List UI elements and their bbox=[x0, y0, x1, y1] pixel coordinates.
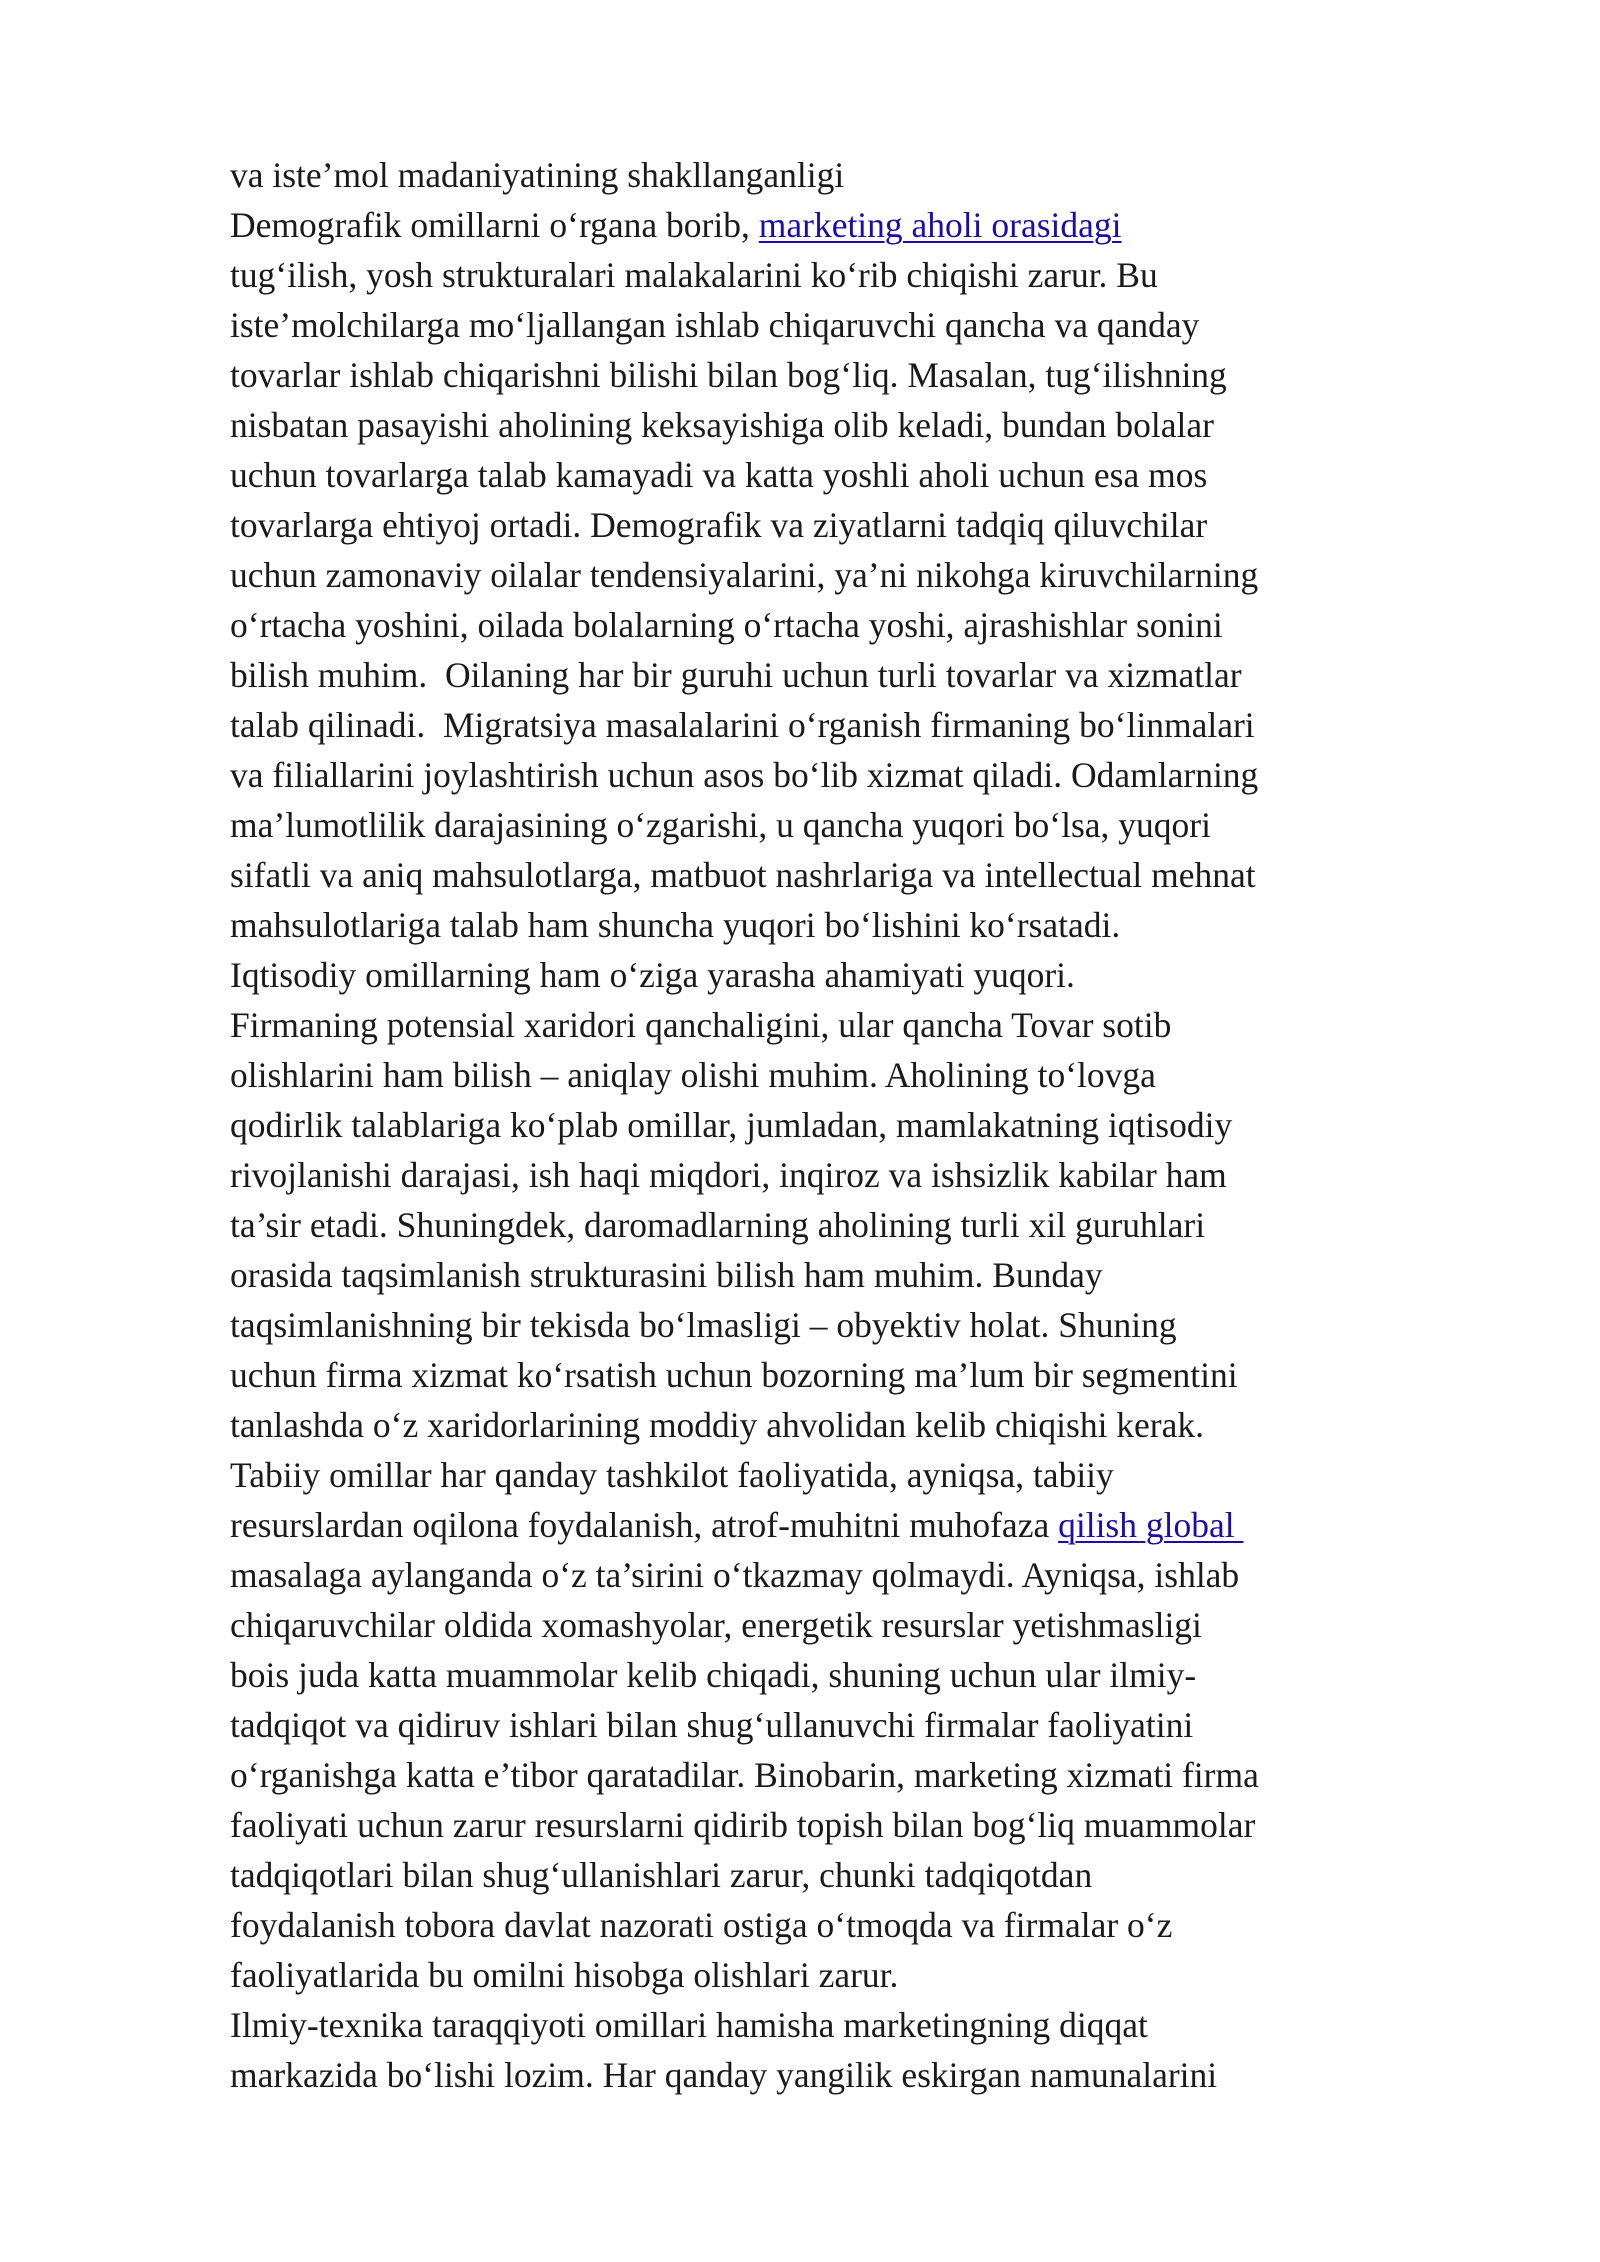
marketing-aholi-orasidagi-link[interactable]: marketing aholi orasidagi bbox=[758, 205, 1122, 245]
text-line: Firmaning potensial xaridori qanchaligini, ular qancha Tovar sotib bbox=[230, 1005, 1172, 1045]
text-line: tanlashda o‘z xaridorlarining moddiy ahvolidan kelib chiqishi kerak. bbox=[230, 1405, 1205, 1445]
text-line-with-link bbox=[230, 200, 1410, 250]
text-line: qodirlik talablariga ko‘plab omillar, jumladan, mamlakatning iqtisodiy bbox=[230, 1105, 1233, 1145]
text-line: sifatli va aniq mahsulotlarga, matbuot nashrlariga va intellectual mehnat bbox=[230, 855, 1256, 895]
text-line: tug‘ilish, yosh strukturalari malakalarini ko‘rib chiqishi zarur. Bu bbox=[230, 255, 1158, 295]
text-line: Tabiiy omillar har qanday tashkilot faoliyatida, ayniqsa, tabiiy bbox=[230, 1455, 1114, 1495]
text-line: o‘rganishga katta e’tibor qaratadilar. Binobarin, marketing xizmati firma bbox=[230, 1755, 1259, 1795]
text-line: uchun tovarlarga talab kamayadi va katta yoshli aholi uchun esa mos bbox=[230, 455, 1208, 495]
text-line: bois juda katta muammolar kelib chiqadi, shuning uchun ular ilmiy- bbox=[230, 1655, 1197, 1695]
text-line: nisbatan pasayishi aholining keksayishiga olib keladi, bundan bolalar bbox=[230, 405, 1214, 445]
text-line: ta’sir etadi. Shuningdek, daromadlarning aholining turli xil guruhlari bbox=[230, 1205, 1206, 1245]
text-line: va iste’mol madaniyatining shakllanganligi bbox=[230, 155, 845, 195]
text-line: rivojlanishi darajasi, ish haqi miqdori, inqiroz va ishsizlik kabilar ham bbox=[230, 1155, 1227, 1195]
text-line: tovarlar ishlab chiqarishni bilishi bilan bog‘liq. Masalan, tug‘ilishning bbox=[230, 355, 1227, 395]
text-line: tadqiqot va qidiruv ishlari bilan shug‘ullanuvchi firmalar faoliyatini bbox=[230, 1705, 1194, 1745]
text-line: o‘rtacha yoshini, oilada bolalarning o‘rtacha yoshi, ajrashishlar sonini bbox=[230, 605, 1223, 645]
qilish-global-link[interactable]: qilish global bbox=[1058, 1505, 1244, 1545]
text-line: faoliyati uchun zarur resurslarni qidirib topish bilan bog‘liq muammolar bbox=[230, 1805, 1256, 1845]
text-line: chiqaruvchilar oldida xomashyolar, energetik resurslar yetishmasligi bbox=[230, 1605, 1202, 1645]
text-line: Ilmiy-texnika taraqqiyoti omillari hamisha marketingning diqqat bbox=[230, 2005, 1148, 2045]
text-line: Iqtisodiy omillarning ham o‘ziga yarasha ahamiyati yuqori. bbox=[230, 955, 1075, 995]
text-line: foydalanish tobora davlat nazorati ostiga o‘tmoqda va firmalar o‘z bbox=[230, 1905, 1173, 1945]
line-text-before-link: Demografik omillarni o‘rgana borib, bbox=[230, 205, 759, 245]
text-line: taqsimlanishning bir tekisda bo‘lmasligi – obyektiv holat. Shuning bbox=[230, 1305, 1177, 1345]
text-line: mahsulotlariga talab ham shuncha yuqori bo‘lishini ko‘rsatadi. bbox=[230, 905, 1121, 945]
text-line: bilish muhim. Oilaning har bir guruhi uchun turli tovarlar va xizmatlar bbox=[230, 655, 1242, 695]
line-text-before-link: resurslardan oqilona foydalanish, atrof-muhitni muhofaza bbox=[230, 1505, 1059, 1545]
text-line: tadqiqotlari bilan shug‘ullanishlari zarur, chunki tadqiqotdan bbox=[230, 1855, 1093, 1895]
text-line: ma’lumotlilik darajasining o‘zgarishi, u qancha yuqori bo‘lsa, yuqori bbox=[230, 805, 1211, 845]
text-line: uchun firma xizmat ko‘rsatish uchun bozorning ma’lum bir segmentini bbox=[230, 1355, 1238, 1395]
text-line: faoliyatlarida bu omilni hisobga olishlari zarur. bbox=[230, 1955, 899, 1995]
text-line: markazida bo‘lishi lozim. Har qanday yangilik eskirgan namunalarini bbox=[230, 2055, 1218, 2095]
text-line: olishlarini ham bilish – aniqlay olishi muhim. Aholining to‘lovga bbox=[230, 1055, 1156, 1095]
text-line: orasida taqsimlanish strukturasini bilish ham muhim. Bunday bbox=[230, 1255, 1103, 1295]
text-line: iste’molchilarga mo‘ljallangan ishlab chiqaruvchi qancha va qanday bbox=[230, 305, 1200, 345]
text-line: tovarlarga ehtiyoj ortadi. Demografik va ziyatlarni tadqiq qiluvchilar bbox=[230, 505, 1208, 545]
text-line: uchun zamonaviy oilalar tendensiyalarini, ya’ni nikohga kiruvchilarning bbox=[230, 555, 1259, 595]
text-line-with-link bbox=[230, 1500, 1410, 1550]
text-line: talab qilinadi. Migratsiya masalalarini o‘rganish firmaning bo‘linmalari bbox=[230, 705, 1255, 745]
text-line: masalaga aylanganda o‘z ta’sirini o‘tkazmay qolmaydi. Ayniqsa, ishlab bbox=[230, 1555, 1240, 1595]
document-page bbox=[230, 150, 1410, 2100]
text-line: va filiallarini joylashtirish uchun asos bo‘lib xizmat qiladi. Odamlarning bbox=[230, 755, 1259, 795]
